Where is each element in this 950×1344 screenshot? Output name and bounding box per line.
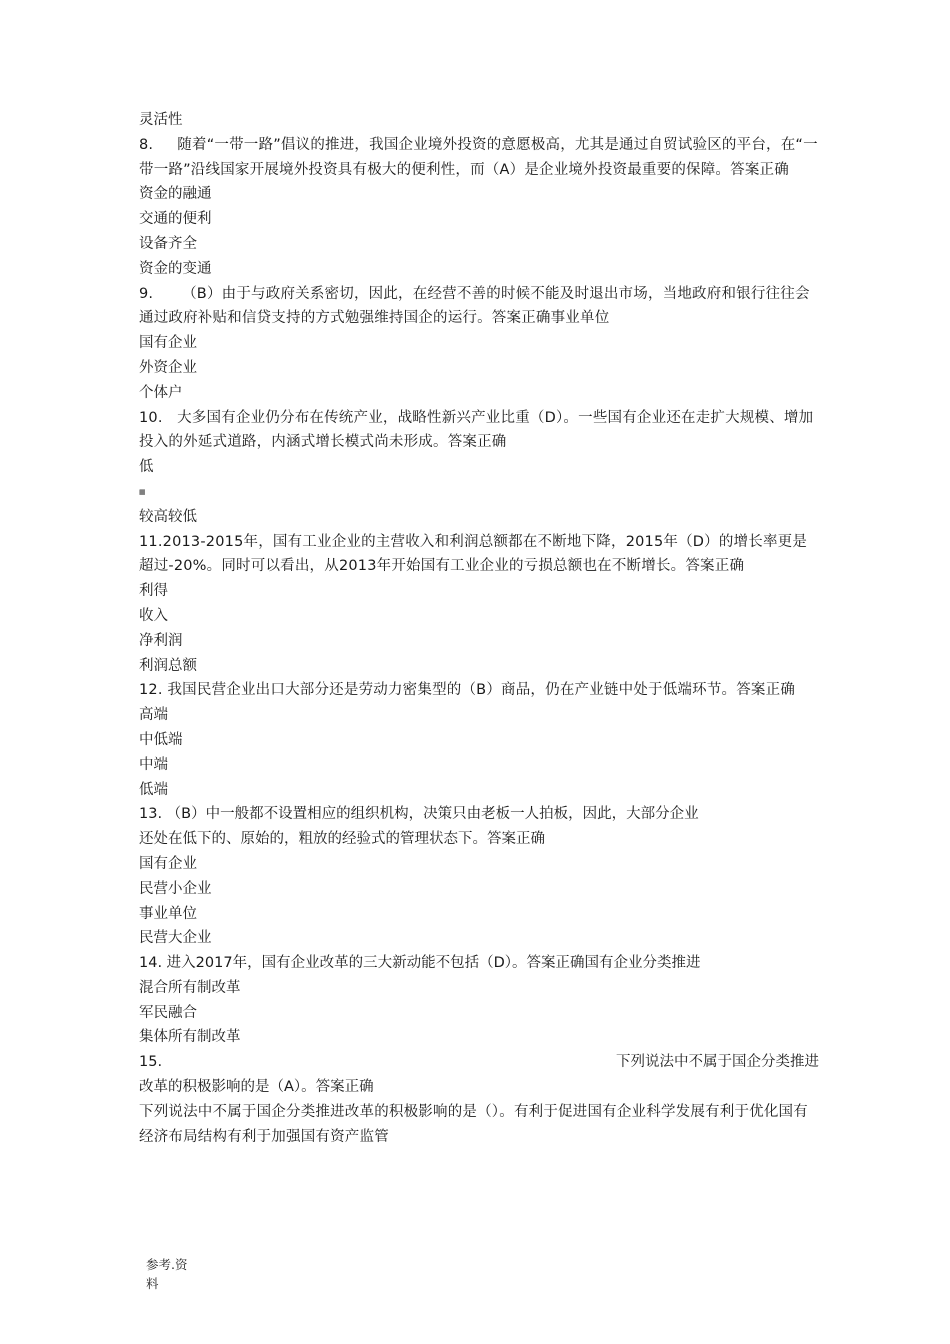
q8-option-4: 资金的变通 bbox=[139, 260, 212, 277]
q10-option-1: 低 bbox=[139, 459, 154, 476]
q14-option-1: 混合所有制改革 bbox=[139, 979, 241, 996]
footer-line-2: 料 bbox=[146, 1276, 159, 1291]
question-15-line-2: 改革的积极影响的是（A）。答案正确 bbox=[139, 1079, 374, 1096]
question-10 bbox=[139, 406, 819, 456]
q12-option-4: 低端 bbox=[139, 781, 168, 798]
q10-number: 10. bbox=[139, 409, 163, 426]
q8-option-3: 设备齐全 bbox=[139, 235, 197, 252]
question-14: 14. 进入2017年，国有企业改革的三大新动能不包括（D）。答案正确国有企业分类推进 bbox=[139, 955, 701, 972]
footer-line-1: 参考.资 bbox=[146, 1257, 188, 1272]
question-11: 11.2013-2015年，国有工业企业的主营收入和利润总额都在不断地下降，2015年（D）的增长率更是超过-20%。同时可以看出，从2013年开始国有工业企业的亏损总额也在不断增长。答案正确 bbox=[139, 533, 808, 575]
q8-number: 8. bbox=[139, 136, 154, 153]
q9-option-3: 个体户 bbox=[139, 384, 183, 401]
q11-option-1: 利得 bbox=[139, 583, 168, 600]
q7-tail: 灵活性 bbox=[139, 112, 183, 128]
q15-number: 15. bbox=[139, 1054, 163, 1071]
q11-option-2: 收入 bbox=[139, 607, 168, 624]
q12-option-2: 中低端 bbox=[139, 731, 183, 748]
q9-option-1: 国有企业 bbox=[139, 335, 197, 352]
question-9 bbox=[139, 282, 819, 332]
q13-option-2: 民营小企业 bbox=[139, 880, 212, 897]
page-footer bbox=[146, 1255, 187, 1293]
q12-option-3: 中端 bbox=[139, 756, 168, 773]
question-15-line-1 bbox=[139, 1050, 819, 1075]
q10-text: 大多国有企业仍分布在传统产业，战略性新兴产业比重（D）。一些国有企业还在走扩大规模、增加投入的外延式道路，内涵式增长模式尚未形成。答案正确 bbox=[139, 409, 814, 451]
question-8 bbox=[139, 133, 819, 183]
q9-text: （B）由于与政府关系密切，因此，在经营不善的时候不能及时退出市场，当地政府和银行往往会通过政府补贴和信贷支持的方式勉强维持国企的运行。答案正确事业单位 bbox=[139, 285, 810, 327]
q11-option-4: 利润总额 bbox=[139, 657, 197, 674]
document-body bbox=[139, 108, 819, 1149]
question-12: 12. 我国民营企业出口大部分还是劳动力密集型的（B）商品，仍在产业链中处于低端环节。答案正确 bbox=[139, 682, 796, 699]
q15-right-text: 下列说法中不属于国企分类推进 bbox=[616, 1054, 819, 1071]
garbled-mark: ▦ bbox=[139, 487, 146, 496]
q14-option-2: 军民融合 bbox=[139, 1004, 197, 1021]
q13-option-1: 国有企业 bbox=[139, 855, 197, 872]
question-15-body: 下列说法中不属于国企分类推进改革的积极影响的是（）。有利于促进国有企业科学发展有利于优化国有经济布局结构有利于加强国有资产监管 bbox=[139, 1103, 808, 1145]
q8-option-1: 资金的融通 bbox=[139, 186, 212, 203]
q8-option-2: 交通的便利 bbox=[139, 211, 212, 228]
q12-option-1: 高端 bbox=[139, 707, 168, 724]
q14-option-3: 集体所有制改革 bbox=[139, 1029, 241, 1046]
question-13-line-1: 13. （B）中一般都不设置相应的组织机构，决策只由老板一人拍板，因此，大部分企业 bbox=[139, 806, 699, 823]
q13-option-4: 民营大企业 bbox=[139, 930, 212, 947]
q10-option-2: 较高较低 bbox=[139, 508, 197, 525]
q13-option-3: 事业单位 bbox=[139, 905, 197, 922]
q11-option-3: 净利润 bbox=[139, 632, 183, 649]
q8-text: 随着“一带一路”倡议的推进，我国企业境外投资的意愿极高，尤其是通过自贸试验区的平台，在“一带一路”沿线国家开展境外投资具有极大的便利性，而（A）是企业境外投资最重要的保障。答案正确 bbox=[139, 136, 818, 178]
q9-number: 9. bbox=[139, 285, 154, 302]
question-13-line-2: 还处在低下的、原始的，粗放的经验式的管理状态下。答案正确 bbox=[139, 831, 545, 848]
q9-option-2: 外资企业 bbox=[139, 359, 197, 376]
